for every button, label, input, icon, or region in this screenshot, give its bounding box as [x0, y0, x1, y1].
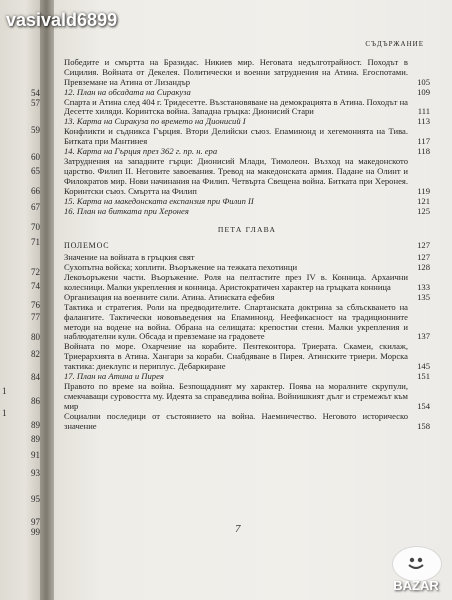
section-page: 127	[417, 240, 430, 251]
toc-entry-page: 145	[417, 361, 430, 372]
toc-entry-text: 15. Карта на македонската експанзия при Филип II	[64, 195, 254, 206]
toc-entry-page: 125	[417, 205, 430, 216]
toc-entry-page: 119	[417, 185, 430, 196]
left-page-number: 76	[31, 300, 40, 310]
left-page-number: 89	[31, 420, 40, 430]
left-page-number: 77	[31, 312, 40, 322]
left-page-number: 70	[31, 222, 40, 232]
left-page-number: 60	[31, 152, 40, 162]
entries-bottom	[64, 253, 430, 431]
left-page-number: 84	[31, 372, 40, 382]
toc-entry	[64, 412, 430, 432]
toc-entry-text: 13. Карта на Сиракуза по времето на Дионисий I	[64, 116, 246, 127]
toc-entry	[64, 207, 430, 217]
seller-watermark: vasivald6899	[6, 10, 118, 30]
toc-entry	[64, 58, 430, 88]
toc-entry-text: Тактика и стратегия. Роли на предводителите. Спартанската доктрина за сблъскването на фалангите. Тактически нововъведения на Епаминонд. Неефикасност на традиционните методи на водене на война. Обрана на селищата: крепостни стени. Малки укрепления и наблюдателни кули. Обсада и превземане на градовете	[64, 301, 408, 342]
toc-entry-text: 14. Карта на Гърция през 362 г. пр. н. ера	[64, 146, 218, 157]
toc-entry-text: Значение на войната в гръцкия свят	[64, 252, 195, 263]
toc-entry-text: Организация на военните сили. Атина. Атинската ефебия	[64, 291, 275, 302]
left-page-number: 93	[31, 468, 40, 478]
toc-entry	[64, 273, 430, 293]
toc-entry-page: 105	[417, 76, 430, 87]
toc-entry-page: 117	[417, 136, 430, 147]
left-page-number: 65	[31, 166, 40, 176]
entries-top	[64, 58, 430, 217]
chapter-title: ПЕТА ГЛАВА	[217, 225, 277, 235]
left-page-number: 71	[31, 237, 40, 247]
left-page-number: 59	[31, 125, 40, 135]
page-folio: 7	[235, 523, 241, 535]
toc-entry-page: 118	[417, 146, 430, 157]
left-page-number: 91	[31, 450, 40, 460]
toc-entry-page: 154	[417, 400, 430, 411]
toc-entry-text: Конфликти и съдникса Гърция. Втори Делийски съюз. Епаминонд и хегемонията на Тива. Битката при Мантинея	[64, 126, 408, 147]
left-page-number: 74	[31, 281, 40, 291]
left-page-mark: 1	[2, 386, 7, 396]
toc-entry-page: 109	[417, 86, 430, 97]
toc-entry	[64, 127, 430, 147]
left-page-number: 89	[31, 434, 40, 444]
left-page-mark: 1	[2, 408, 7, 418]
toc-entry	[64, 157, 430, 197]
toc-entry-page: 111	[417, 106, 430, 117]
toc-entry-page: 127	[417, 252, 430, 263]
left-page-number: 54	[31, 88, 40, 98]
toc-entry-page: 137	[417, 331, 430, 342]
left-page-number: 67	[31, 202, 40, 212]
toc-entry-page: 128	[417, 262, 430, 273]
toc-entry-text: Победите и смъртта на Бразидас. Никиев мир. Неговата недълготрайност. Походът в Сицилия. Войната от Декелея. Политически и военни затруднения на Атина. Егоспотами. Превземане на Атина от Лизандър	[64, 56, 408, 87]
toc-entry-page: 135	[417, 291, 430, 302]
running-head: СЪДЪРЖАНИЕ	[365, 40, 424, 48]
left-page-number: 57	[31, 98, 40, 108]
toc-entry-page: 121	[417, 195, 430, 206]
toc-entry	[64, 382, 430, 412]
section-heading	[64, 241, 430, 251]
toc-entry	[64, 342, 430, 372]
toc-entry-text: Войната по море. Охарчение на корабите. Пентеконтора. Триерата. Скамеи, скилаж, Триерархията в Атина. Хангари за кораби. Снабдяване в Пирея. Атинските триери. Морска тактика: диеклупс и периплус. Дебаркиране	[64, 341, 408, 372]
left-page-number: 99	[31, 527, 40, 537]
toc-entry-text: Затруднения на западните гърци: Дионисий Млади, Тимолеон. Възход на македонското царство. Филип II. Неговите завоевания. Тревод на македонската армия. Падане на Олинт и Филократов мир. Нови начинания на Филип. Четвърта Свещена война. Битката при Херонея. Коринтски съюз. Смъртта на Филип	[64, 155, 408, 196]
toc-entry-text: Социални последици от състоянието на война. Наемничество. Неговото историческо значение	[64, 410, 408, 431]
toc-entry-text: Лекоъоръжени части. Въоръжение. Роля на пелтастите през IV в. Конница. Архаични колесници. Малки укрепления и конница. Аристократичен характер на гръцката конница	[64, 272, 408, 292]
left-page-number: 80	[31, 332, 40, 342]
toc-entry-text: 16. План на битката при Херонея	[64, 205, 189, 216]
left-page-number: 72	[31, 267, 40, 277]
table-of-contents	[64, 40, 430, 432]
toc-entry-text: 12. План на обсадата на Сиракуза	[64, 86, 191, 97]
toc-entry-text: Спарта и Атина след 404 г. Тридесетте. Възстановяване на демокрацията в Атина. Походът на Десетте хиляди. Коринтска война. Западна гръцка: Дионисий Стари	[64, 96, 408, 117]
toc-entry-page: 151	[417, 371, 430, 382]
toc-entry-page: 113	[417, 116, 430, 127]
toc-entry	[64, 197, 430, 207]
logo-text: BAZAR	[393, 578, 439, 593]
bazar-face-icon	[404, 552, 428, 574]
bazar-logo	[384, 546, 448, 596]
toc-entry	[64, 98, 430, 118]
left-page-number: 97	[31, 517, 40, 527]
left-page-number: 86	[31, 396, 40, 406]
left-page-number: 66	[31, 186, 40, 196]
toc-entry-page: 133	[417, 281, 430, 292]
left-page-number: 95	[31, 494, 40, 504]
toc-entry-text: Сухопътна войска; хоплити. Въоръжение на тежката пехотинци	[64, 262, 298, 273]
left-page-number: 82	[31, 349, 40, 359]
toc-entry-text: 17. План на Атина и Пирея	[64, 371, 164, 382]
toc-entry-text: Правото по време на война. Безпощадният му характер. Поява на моралните скрупули, смекчаващи суровостта му. Идеята за справедлива война. Войнишкият дълг и стремежът към мир	[64, 381, 408, 411]
section-title: ПОЛЕМОС	[64, 241, 110, 251]
toc-entry-page: 158	[417, 420, 430, 431]
toc-entry	[64, 303, 430, 343]
